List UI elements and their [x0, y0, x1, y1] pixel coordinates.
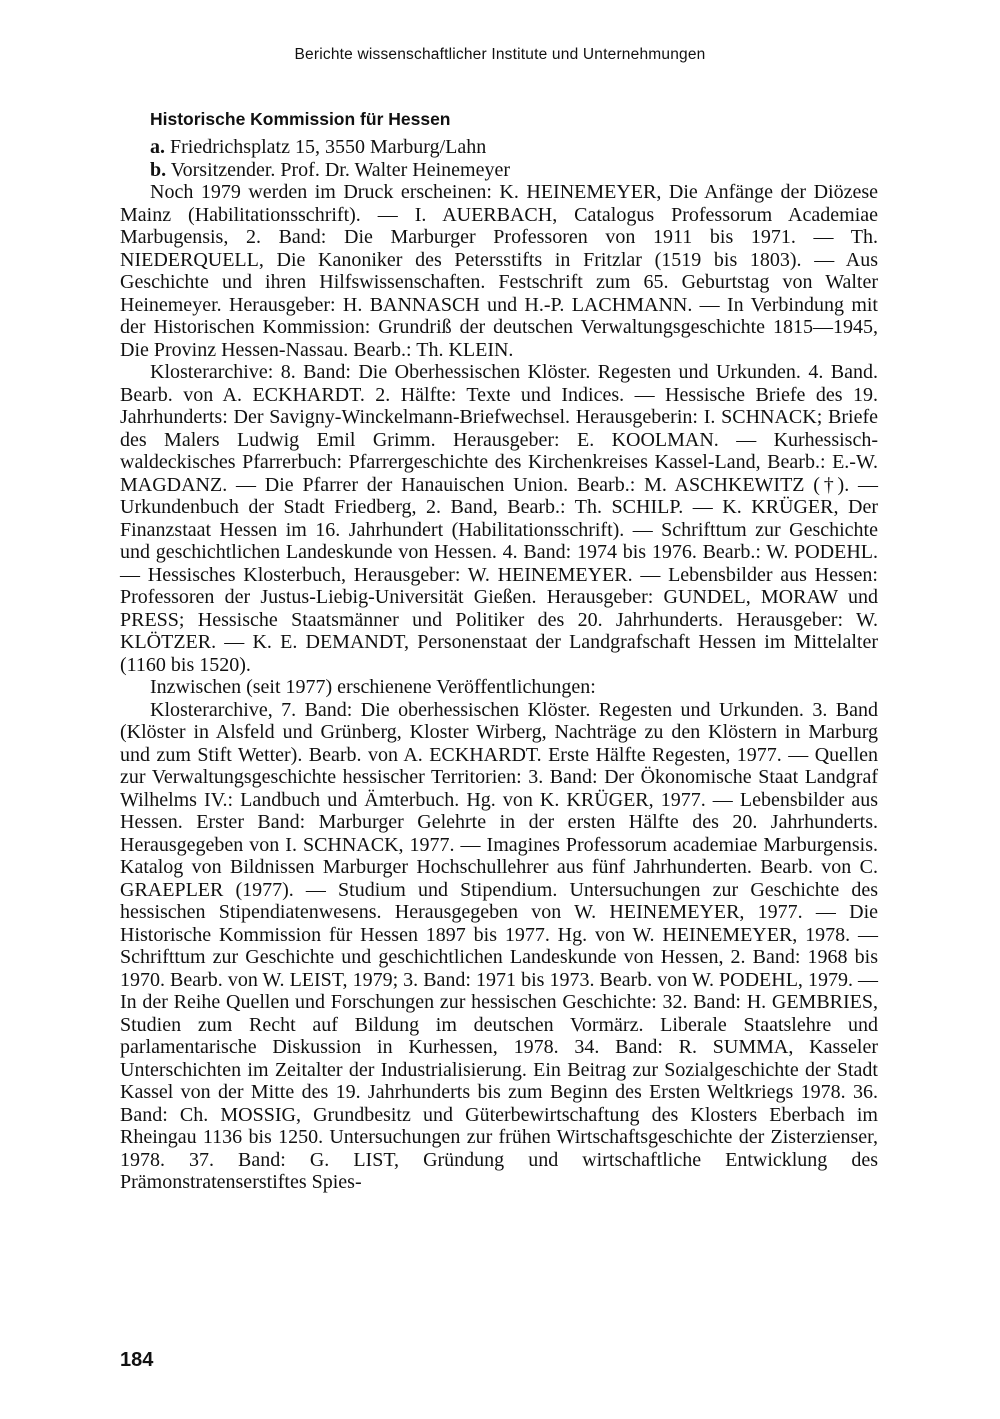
paragraph-forthcoming: Noch 1979 werden im Druck erscheinen: K. HEINEMEYER, Die Anfänge der Diözese Mainz (Habilitationsschrift). — I. AUERBACH, Catalogus Professorum Academiae Marbugensis, 2. Band: Die Marburger Professoren von 1911 bis 1971. — Th. NIEDERQUELL, Die Kanoniker des Petersstifts in Fritzlar (1519 bis 1803). — Aus Geschichte und ihren Hilfswissenschaften. Festschrift zum 65. Geburtstag von Walter Heinemeyer. Herausgeber: H. BANNASCH und H.-P. LACHMANN. — In Verbindung mit der Historischen Kommission: Grundriß der deutschen Verwaltungsgeschichte 1815—1945, Die Provinz Hessen-Nassau. Bearb.: Th. KLEIN.	[120, 181, 878, 361]
page-number: 184	[120, 1349, 154, 1371]
section-title: Historische Kommission für Hessen	[150, 109, 451, 129]
address-line	[150, 136, 878, 159]
running-head: Berichte wissenschaftlicher Institute und Unternehmungen	[294, 46, 706, 63]
paragraph-published-heading: Inzwischen (seit 1977) erschienene Veröffentlichungen:	[150, 676, 596, 698]
address-label: a.	[150, 136, 165, 158]
report-body	[120, 108, 878, 1194]
address-text: Friedrichsplatz 15, 3550 Marburg/Lahn	[170, 136, 487, 158]
paragraph-published-list: Klosterarchive, 7. Band: Die oberhessischen Klöster. Regesten und Urkunden. 3. Band (Klöster in Alsfeld und Grünberg, Kloster Wirberg, Nachträge zu den Klöstern in Marburg und zum Stift Wetter). Bearb. von A. ECKHARDT. Erste Hälfte Regesten, 1977. — Quellen zur Verwaltungsgeschichte hessischer Territorien: 3. Band: Der Ökonomische Staat Landgraf Wilhelms IV.: Landbuch und Ämterbuch. Hg. von K. KRÜGER, 1977. — Lebensbilder aus Hessen. Erster Band: Marburger Gelehrte in der ersten Hälfte des 20. Jahrhunderts. Herausgegeben von I. SCHNACK, 1977. — Imagines Professorum academiae Marburgensis. Katalog von Bildnissen Marburger Hochschullehrer aus fünf Jahrhunderten. Bearb. von C. GRAEPLER (1977). — Studium und Stipendium. Untersuchungen zur Geschichte des hessischen Stipendiatenwesens. Herausgegeben von W. HEINEMEYER, 1977. — Die Historische Kommission für Hessen 1897 bis 1977. Hg. von W. HEINEMEYER, 1978. — Schrifttum zur Geschichte und geschichtlichen Landeskunde von Hessen, 2. Band: 1968 bis 1970. Bearb. von W. LEIST, 1979; 3. Band: 1971 bis 1973. Bearb. von W. PODEHL, 1979. — In der Reihe Quellen und Forschungen zur hessischen Geschichte: 32. Band: H. GEMBRIES, Studien zum Recht auf Bildung im deutschen Vormärz. Liberale Staatslehre und parlamentarische Diskussion in Kurhessen, 1978. 34. Band: R. SUMMA, Kasseler Unterschichten im Zeitalter der Industrialisierung. Ein Beitrag zur Sozialgeschichte der Stadt Kassel von der Mitte des 19. Jahrhunderts bis zum Beginn des Ersten Weltkriegs 1978. 36. Band: Ch. MOSSIG, Grundbesitz und Güterbewirtschaftung des Klosters Eberbach im Rheingau 1136 bis 1250. Untersuchungen zur frühen Wirtschaftsgeschichte der Zisterzienser, 1978. 37. Band: G. LIST, Gründung und wirtschaftliche Entwicklung des Prämonstratenserstiftes Spies-	[120, 698, 878, 1193]
paragraph-klosterarchive-plans: Klosterarchive: 8. Band: Die Oberhessischen Klöster. Regesten und Urkunden. 4. Band. Bearb. von A. ECKHARDT. 2. Hälfte: Texte und Indices. — Hessische Briefe des 19. Jahrhunderts: Der Savigny-Winckelmann-Briefwechsel. Herausgeberin: I. SCHNACK; Briefe des Malers Ludwig Emil Grimm. Herausgeber: E. KOOLMAN. — Kurhessisch-waldeckisches Pfarrerbuch: Pfarrergeschichte des Kirchenkreises Kassel-Land, Bearb.: E.-W. MAGDANZ. — Die Pfarrer der Hanauischen Union. Bearb.: M. ASCHKEWITZ (†). — Urkundenbuch der Stadt Friedberg, 2. Band, Bearb.: Th. SCHILP. — K. KRÜGER, Der Finanzstaat Hessen im 16. Jahrhundert (Habilitationsschrift). — Schrifttum zur Geschichte und geschichtlichen Landeskunde von Hessen. 4. Band: 1974 bis 1976. Bearb.: W. PODEHL. — Hessisches Klosterbuch, Herausgeber: W. HEINEMEYER. — Lebensbilder aus Hessen: Professoren der Justus-Liebig-Universität Gießen. Herausgeber: GUNDEL, MORAW und PRESS; Hessische Staatsmänner und Politiker des 20. Jahrhunderts. Herausgeber: W. KLÖTZER. — K. E. DEMANDT, Personenstaat der Landgrafschaft Hessen im Mittelalter (1160 bis 1520).	[120, 361, 878, 676]
chair-label: b.	[150, 158, 167, 181]
chair-line	[150, 159, 878, 182]
chair-text: Vorsitzender. Prof. Dr. Walter Heinemeyer	[170, 158, 510, 181]
